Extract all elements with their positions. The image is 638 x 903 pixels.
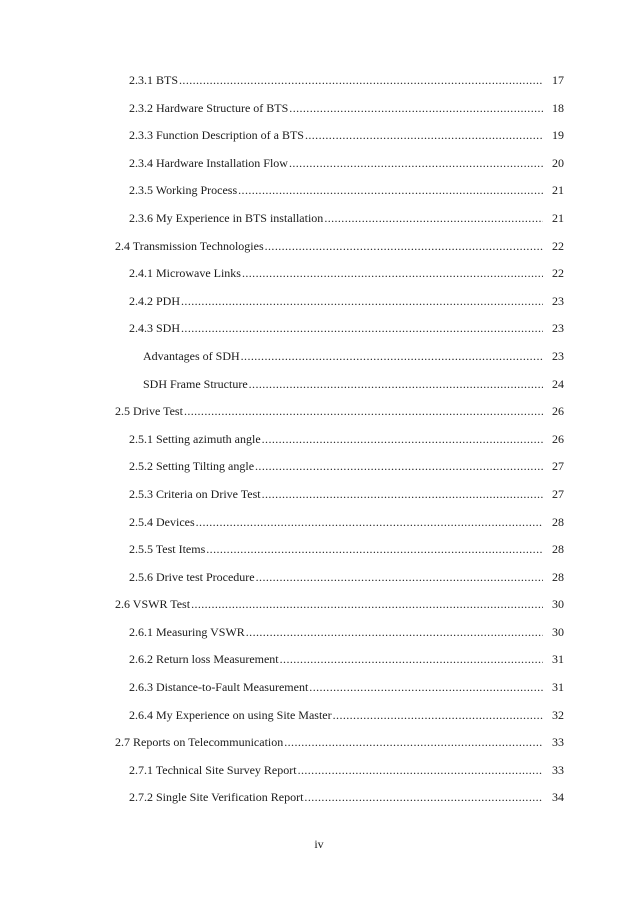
toc-entry-page-number: 27	[552, 486, 564, 501]
toc-dot-leader	[184, 404, 543, 418]
toc-entry-title: 2.5.2 Setting Tilting angle	[129, 459, 255, 474]
toc-entry-title: 2.5.5 Test Items	[129, 542, 206, 557]
toc-entry-title: 2.4 Transmission Technologies	[115, 238, 264, 253]
toc-entry[interactable]	[0, 708, 638, 736]
toc-dot-leader	[255, 459, 543, 473]
toc-entry-page-number: 24	[552, 376, 564, 391]
toc-entry[interactable]	[0, 239, 638, 267]
toc-entry[interactable]	[0, 101, 638, 129]
toc-dot-leader	[324, 211, 543, 225]
toc-dot-leader	[289, 156, 543, 170]
toc-entry[interactable]	[0, 377, 638, 405]
toc-entry-title: 2.7 Reports on Telecommunication	[115, 735, 284, 750]
toc-entry[interactable]	[0, 432, 638, 460]
toc-entry-page-number: 30	[552, 624, 564, 639]
toc-dot-leader	[262, 432, 543, 446]
toc-entry[interactable]	[0, 404, 638, 432]
toc-entry[interactable]	[0, 487, 638, 515]
toc-entry-page-number: 21	[552, 183, 564, 198]
toc-dot-leader	[181, 294, 543, 308]
toc-entry-title: 2.6.1 Measuring VSWR	[129, 624, 245, 639]
toc-entry-page-number: 34	[552, 790, 564, 805]
page-number: iv	[314, 837, 324, 851]
toc-entry-title: 2.4.1 Microwave Links	[129, 266, 241, 281]
toc-entry-page-number: 22	[552, 266, 564, 281]
toc-entry-page-number: 33	[552, 735, 564, 750]
toc-entry-title: 2.6.4 My Experience on using Site Master	[129, 707, 332, 722]
toc-entry-page-number: 26	[552, 431, 564, 446]
toc-entry-page-number: 18	[552, 100, 564, 115]
toc-dot-leader	[284, 735, 543, 749]
toc-entry-title: 2.4.2 PDH	[129, 293, 181, 308]
toc-entry[interactable]	[0, 266, 638, 294]
toc-dot-leader	[179, 73, 543, 87]
toc-entry[interactable]	[0, 294, 638, 322]
toc-dot-leader	[289, 101, 543, 115]
toc-dot-leader	[280, 652, 543, 666]
toc-entry[interactable]	[0, 183, 638, 211]
toc-entry-page-number: 20	[552, 155, 564, 170]
toc-entry-title: 2.4.3 SDH	[129, 321, 181, 336]
toc-entry-title: 2.5.3 Criteria on Drive Test	[129, 486, 261, 501]
toc-entry[interactable]	[0, 73, 638, 101]
toc-entry-page-number: 31	[552, 652, 564, 667]
toc-entry-title: 2.3.3 Function Description of a BTS	[129, 128, 304, 143]
toc-entry-title: 2.3.1 BTS	[129, 73, 179, 87]
toc-entry-title: 2.6.2 Return loss Measurement	[129, 652, 279, 667]
toc-dot-leader	[242, 266, 543, 280]
toc-entry-page-number: 33	[552, 762, 564, 777]
toc-entry-page-number: 23	[552, 348, 564, 363]
toc-entry-title: SDH Frame Structure	[143, 376, 248, 391]
toc-entry-title: 2.3.2 Hardware Structure of BTS	[129, 100, 289, 115]
toc-entry[interactable]	[0, 128, 638, 156]
toc-entry-title: 2.5 Drive Test	[115, 404, 183, 419]
toc-dot-leader	[298, 763, 543, 777]
toc-entry[interactable]	[0, 625, 638, 653]
toc-entry[interactable]	[0, 349, 638, 377]
toc-entry[interactable]	[0, 680, 638, 708]
toc-entry[interactable]	[0, 790, 638, 818]
toc-entry-page-number: 31	[552, 680, 564, 695]
toc-entry[interactable]	[0, 735, 638, 763]
toc-dot-leader	[309, 680, 543, 694]
toc-entry-page-number: 23	[552, 293, 564, 308]
toc-entry-page-number: 28	[552, 542, 564, 557]
toc-entry-title: 2.3.5 Working Process	[129, 183, 238, 198]
table-of-contents	[0, 73, 638, 818]
toc-entry[interactable]	[0, 156, 638, 184]
toc-entry[interactable]	[0, 321, 638, 349]
toc-entry-title: 2.5.6 Drive test Procedure	[129, 569, 255, 584]
toc-entry-page-number: 32	[552, 707, 564, 722]
toc-entry-page-number: 17	[552, 73, 564, 87]
toc-dot-leader	[238, 183, 543, 197]
toc-entry[interactable]	[0, 597, 638, 625]
toc-entry-title: 2.3.6 My Experience in BTS installation	[129, 210, 324, 225]
toc-dot-leader	[246, 625, 543, 639]
toc-entry-title: 2.6.3 Distance-to-Fault Measurement	[129, 680, 309, 695]
toc-entry-page-number: 21	[552, 210, 564, 225]
toc-dot-leader	[191, 597, 543, 611]
toc-dot-leader	[265, 239, 543, 253]
toc-entry-page-number: 23	[552, 321, 564, 336]
toc-entry[interactable]	[0, 542, 638, 570]
toc-entry-title: 2.3.4 Hardware Installation Flow	[129, 155, 288, 170]
toc-dot-leader	[181, 321, 543, 335]
toc-entry-title: 2.5.4 Devices	[129, 514, 195, 529]
toc-dot-leader	[305, 128, 543, 142]
toc-entry-title: 2.7.1 Technical Site Survey Report	[129, 762, 297, 777]
toc-entry[interactable]	[0, 652, 638, 680]
toc-entry-title: 2.6 VSWR Test	[115, 597, 191, 612]
toc-entry-page-number: 26	[552, 404, 564, 419]
toc-entry[interactable]	[0, 763, 638, 791]
toc-dot-leader	[241, 349, 543, 363]
toc-entry-page-number: 27	[552, 459, 564, 474]
toc-dot-leader	[304, 790, 543, 804]
toc-entry-title: 2.5.1 Setting azimuth angle	[129, 431, 261, 446]
toc-entry-page-number: 30	[552, 597, 564, 612]
toc-entry[interactable]	[0, 515, 638, 543]
toc-entry-title: 2.7.2 Single Site Verification Report	[129, 790, 304, 805]
toc-dot-leader	[256, 570, 543, 584]
toc-entry-page-number: 19	[552, 128, 564, 143]
toc-entry-page-number: 22	[552, 238, 564, 253]
toc-entry-title: Advantages of SDH	[143, 348, 240, 363]
toc-entry[interactable]	[0, 570, 638, 598]
toc-dot-leader	[333, 708, 543, 722]
toc-entry-page-number: 28	[552, 514, 564, 529]
toc-dot-leader	[196, 515, 543, 529]
toc-entry[interactable]	[0, 459, 638, 487]
toc-dot-leader	[262, 487, 543, 501]
toc-entry[interactable]	[0, 211, 638, 239]
toc-dot-leader	[249, 377, 543, 391]
toc-dot-leader	[206, 542, 543, 556]
toc-entry-page-number: 28	[552, 569, 564, 584]
